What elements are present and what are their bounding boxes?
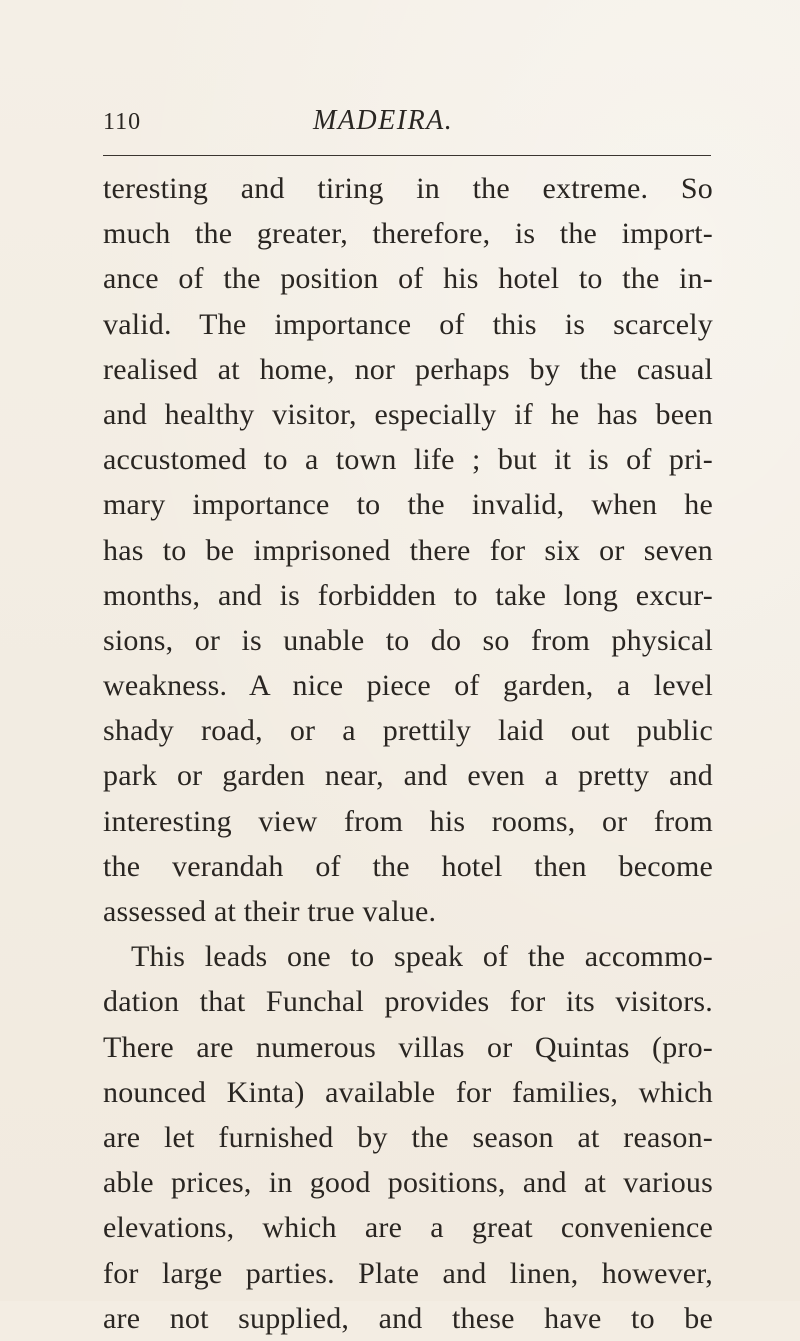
text-line: mary importance to the invalid, when he — [103, 488, 713, 522]
text-line: for large parties. Plate and linen, however, — [103, 1256, 713, 1290]
text-line: sions, or is unable to do so from physical — [103, 623, 713, 657]
text-line: much the greater, therefore, is the import- — [103, 217, 713, 251]
text-line: interesting view from his rooms, or from — [103, 804, 713, 838]
text-line: park or garden near, and even a pretty and — [103, 759, 713, 793]
text-line: There are numerous villas or Quintas (pro- — [103, 1030, 713, 1064]
text-line: are let furnished by the season at reason- — [103, 1120, 713, 1154]
text-line: valid. The importance of this is scarcely — [103, 307, 713, 341]
text-line: has to be imprisoned there for six or seven — [103, 533, 713, 567]
text-line: elevations, which are a great convenience — [103, 1211, 713, 1245]
header-rule — [103, 155, 711, 156]
text-line: dation that Funchal provides for its visitors. — [103, 985, 713, 1019]
page-number: 110 — [103, 109, 142, 135]
running-head — [103, 103, 711, 147]
text-line: accustomed to a town life ; but it is of pri- — [103, 443, 713, 477]
text-line: are not supplied, and these have to be — [103, 1301, 713, 1335]
body-text — [103, 166, 713, 1341]
text-line: the verandah of the hotel then become — [103, 849, 713, 883]
running-title: MADEIRA. — [313, 105, 454, 136]
text-line: assessed at their true value. — [103, 895, 437, 928]
text-line: ance of the position of his hotel to the in- — [103, 262, 713, 296]
text-line: This leads one to speak of the accommo- — [131, 940, 713, 974]
text-line: realised at home, nor perhaps by the casual — [103, 352, 713, 386]
text-line: and healthy visitor, especially if he has been — [103, 397, 713, 431]
text-line: nounced Kinta) available for families, which — [103, 1075, 713, 1109]
text-line: able prices, in good positions, and at various — [103, 1166, 713, 1200]
text-line: shady road, or a prettily laid out public — [103, 714, 713, 748]
text-line: teresting and tiring in the extreme. So — [103, 172, 713, 205]
text-line: weakness. A nice piece of garden, a level — [103, 669, 713, 703]
text-line: months, and is forbidden to take long excur- — [103, 578, 713, 612]
